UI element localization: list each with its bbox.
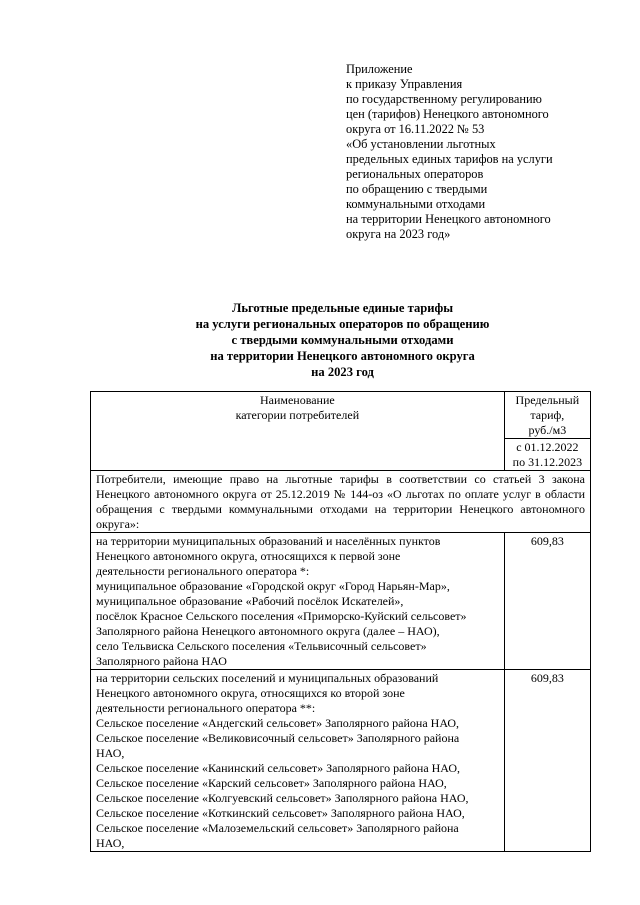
header-tariff-line: Предельный <box>515 393 580 407</box>
category-line: Заполярного района НАО <box>96 654 227 668</box>
appendix-line: округа от 16.11.2022 № 53 <box>346 122 485 136</box>
title-line: Льготные предельные единые тарифы <box>231 301 454 315</box>
category-line: Сельское поселение «Канинский сельсовет» Заполярного района НАО, <box>96 761 461 775</box>
table-intro-row <box>91 471 591 533</box>
tariff-table <box>90 391 591 852</box>
table-header-row <box>91 392 591 439</box>
appendix-line: региональных операторов <box>346 167 484 181</box>
appendix-line: коммунальными отходами <box>346 197 486 211</box>
category-cell <box>91 533 505 670</box>
category-line: Ненецкого автономного округа, относящихся ко второй зоне <box>96 686 405 700</box>
category-line: Сельское поселение «Колгуевский сельсовет» Заполярного района НАО, <box>96 791 469 805</box>
appendix-line: округа на 2023 год» <box>346 227 451 241</box>
category-line: Сельское поселение «Карский сельсовет» Заполярного района НАО, <box>96 776 447 790</box>
appendix-line: предельных единых тарифов на услуги <box>346 152 553 166</box>
table-row <box>91 670 591 852</box>
appendix-line: по обращению с твердыми <box>346 182 488 196</box>
header-period-line: по 31.12.2023 <box>512 455 583 469</box>
header-name-line: категории потребителей <box>235 408 360 422</box>
header-name-cell <box>91 392 505 471</box>
category-line: на территории муниципальных образований и населённых пунктов <box>96 534 441 548</box>
category-line: на территории сельских поселений и муниципальных образований <box>96 671 439 685</box>
header-period-line: с 01.12.2022 <box>516 440 579 454</box>
category-line: деятельности регионального оператора **: <box>96 701 316 715</box>
header-tariff-cell <box>504 392 590 439</box>
category-line: муниципальное образование «Рабочий посёлок Искателей», <box>96 594 404 608</box>
title-line: на услуги региональных операторов по обращению <box>195 317 490 331</box>
title-line: на 2023 год <box>311 365 374 379</box>
header-name-line: Наименование <box>259 393 335 407</box>
category-line: НАО, <box>96 836 125 850</box>
appendix-block <box>346 62 616 242</box>
category-line: Сельское поселение «Андегский сельсовет» Заполярного района НАО, <box>96 716 460 730</box>
appendix-line: на территории Ненецкого автономного <box>346 212 551 226</box>
category-line: НАО, <box>96 746 125 760</box>
appendix-line: «Об установлении льготных <box>346 137 496 151</box>
document-title <box>90 300 595 380</box>
category-line: Сельское поселение «Великовисочный сельсовет» Заполярного района <box>96 731 460 745</box>
category-line: деятельности регионального оператора *: <box>96 564 310 578</box>
table-row <box>91 533 591 670</box>
title-line: с твердыми коммунальными отходами <box>231 333 454 347</box>
category-line: муниципальное образование «Городской округ «Город Нарьян-Мар», <box>96 579 450 593</box>
appendix-line: по государственному регулированию <box>346 92 542 106</box>
header-tariff-line: руб./м3 <box>528 423 567 437</box>
tariff-value-cell: 609,83 <box>504 533 590 670</box>
category-line: Заполярного района Ненецкого автономного округа (далее – НАО), <box>96 624 440 638</box>
appendix-line: цен (тарифов) Ненецкого автономного <box>346 107 549 121</box>
tariff-value-cell: 609,83 <box>504 670 590 852</box>
category-line: село Тельвиска Сельского поселения «Тельвисочный сельсовет» <box>96 639 427 653</box>
appendix-line: Приложение <box>346 62 413 76</box>
intro-cell: Потребители, имеющие право на льготные тарифы в соответствии со статьей 3 закона Ненецкого автономного округа от 25.12.2019 № 144-оз «О льготах по оплате услуг в области обращения с твердыми коммунальными отходами на территории Ненецкого автономного округа»: <box>91 471 591 533</box>
category-line: посёлок Красное Сельского поселения «Приморско-Куйский сельсовет» <box>96 609 467 623</box>
title-line: на территории Ненецкого автономного округа <box>210 349 475 363</box>
header-tariff-line: тариф, <box>530 408 565 422</box>
category-line: Сельское поселение «Коткинский сельсовет» Заполярного района НАО, <box>96 806 465 820</box>
category-line: Ненецкого автономного округа, относящихся к первой зоне <box>96 549 401 563</box>
header-period-cell <box>504 439 590 471</box>
category-cell <box>91 670 505 852</box>
category-line: Сельское поселение «Малоземельский сельсовет» Заполярного района <box>96 821 459 835</box>
appendix-line: к приказу Управления <box>346 77 463 91</box>
